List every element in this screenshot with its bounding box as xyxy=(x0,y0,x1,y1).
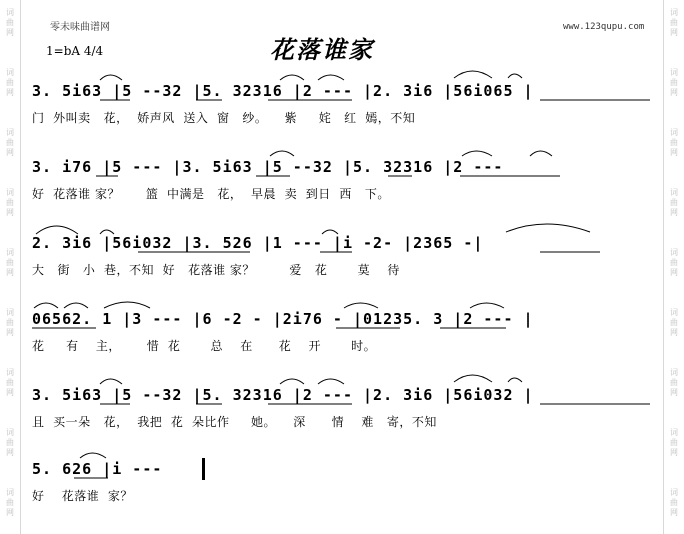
slur-mark xyxy=(34,303,58,308)
watermark-char: 网 xyxy=(670,208,678,217)
lyrics-row-3: 大 街 小 巷，不知 好 花落谁 家？ 爱 花 莫 待 xyxy=(32,263,400,277)
slur-mark xyxy=(280,379,304,384)
watermark-char: 词 xyxy=(6,488,14,497)
right-watermark-column xyxy=(663,0,684,534)
watermark-char: 词 xyxy=(6,8,14,17)
slur-mark xyxy=(462,151,492,156)
slur-mark xyxy=(36,226,78,234)
watermark-char: 网 xyxy=(6,148,14,157)
watermark-char: 网 xyxy=(670,268,678,277)
watermark-block xyxy=(667,248,681,278)
slur-mark xyxy=(64,303,88,308)
slur-mark xyxy=(104,302,150,308)
final-barline xyxy=(202,458,205,480)
watermark-char: 词 xyxy=(6,128,14,137)
watermark-char: 曲 xyxy=(670,438,678,447)
watermark-char: 曲 xyxy=(6,378,14,387)
watermark-char: 词 xyxy=(670,68,678,77)
watermark-char: 曲 xyxy=(6,198,14,207)
slur-mark xyxy=(530,151,552,156)
watermark-block xyxy=(667,428,681,458)
key-signature: 1=bA 4/4 xyxy=(46,44,104,58)
slur-mark xyxy=(100,379,122,384)
watermark-char: 词 xyxy=(670,248,678,257)
watermark-char: 词 xyxy=(6,188,14,197)
watermark-block xyxy=(667,8,681,38)
watermark-char: 网 xyxy=(670,88,678,97)
watermark-char: 曲 xyxy=(6,138,14,147)
notation-row-3: 2. 3i6 |56i032 |3. 526 |1 --- |i -2- |2365 -| xyxy=(32,234,484,252)
watermark-block xyxy=(3,428,17,458)
site-label: 零未味曲谱网 xyxy=(50,22,110,33)
watermark-block xyxy=(3,248,17,278)
watermark-char: 词 xyxy=(6,368,14,377)
slur-mark xyxy=(318,75,344,80)
slur-mark xyxy=(508,378,522,382)
watermark-block xyxy=(3,68,17,98)
watermark-block xyxy=(3,488,17,518)
watermark-char: 词 xyxy=(6,248,14,257)
watermark-char: 曲 xyxy=(670,138,678,147)
watermark-char: 曲 xyxy=(6,438,14,447)
watermark-char: 网 xyxy=(6,388,14,397)
watermark-char: 词 xyxy=(670,428,678,437)
lyrics-row-4: 花 有 主， 惜 花 总 在 花 开 时。 xyxy=(32,339,377,353)
watermark-char: 网 xyxy=(6,268,14,277)
lyrics-row-6: 好 花落谁 家？ xyxy=(32,489,133,503)
slur-mark xyxy=(100,75,122,80)
watermark-char: 曲 xyxy=(670,18,678,27)
lyrics-row-1: 门 外叫卖 花， 娇声风 送入 窗 纱。 紫 姹 红 嫣，不知 xyxy=(32,111,416,125)
watermark-char: 网 xyxy=(6,328,14,337)
site-url: www.123qupu.com xyxy=(563,22,645,32)
left-watermark-column xyxy=(0,0,21,534)
slur-mark xyxy=(506,224,590,232)
slur-mark xyxy=(80,453,106,458)
watermark-char: 网 xyxy=(670,148,678,157)
notation-row-6: 5. 626 |i --- xyxy=(32,460,173,478)
watermark-block xyxy=(3,308,17,338)
slur-mark xyxy=(280,75,304,80)
watermark-block xyxy=(667,308,681,338)
watermark-char: 词 xyxy=(670,368,678,377)
watermark-char: 网 xyxy=(670,388,678,397)
watermark-char: 曲 xyxy=(6,18,14,27)
slur-mark xyxy=(318,379,344,384)
slur-mark xyxy=(508,74,522,78)
watermark-block xyxy=(3,128,17,158)
lyrics-row-5: 且 买一朵 花， 我把 花 朵比作 她。 深 情 难 寄，不知 xyxy=(32,415,437,429)
watermark-char: 曲 xyxy=(670,318,678,327)
watermark-block xyxy=(667,488,681,518)
watermark-char: 词 xyxy=(670,488,678,497)
watermark-char: 词 xyxy=(6,68,14,77)
watermark-block xyxy=(3,8,17,38)
watermark-char: 词 xyxy=(6,308,14,317)
watermark-char: 网 xyxy=(6,88,14,97)
notation-row-5: 3. 5i63 |5 --32 |5. 32316 |2 --- |2. 3i6 |56i032 | xyxy=(32,386,534,404)
watermark-char: 曲 xyxy=(6,318,14,327)
notation-row-4: 06562. 1 |3 --- |6 -2 - |2i76 - |01235. 3 |2 --- | xyxy=(32,310,534,328)
watermark-char: 词 xyxy=(6,428,14,437)
watermark-block xyxy=(3,188,17,218)
watermark-char: 曲 xyxy=(6,78,14,87)
watermark-block xyxy=(667,128,681,158)
watermark-block xyxy=(667,68,681,98)
watermark-char: 曲 xyxy=(670,78,678,87)
slur-mark xyxy=(454,375,492,382)
watermark-char: 曲 xyxy=(670,498,678,507)
watermark-char: 曲 xyxy=(670,258,678,267)
watermark-char: 词 xyxy=(670,188,678,197)
watermark-block xyxy=(667,188,681,218)
watermark-char: 词 xyxy=(670,308,678,317)
notation-row-2: 3. i76 |5 --- |3. 5i63 |5 --32 |5. 32316 |2 --- xyxy=(32,158,514,176)
lyrics-row-2: 好 花落谁 家？ 篮 中满是 花， 早晨 卖 到日 西 下。 xyxy=(32,187,390,201)
slur-mark xyxy=(344,303,378,308)
watermark-char: 曲 xyxy=(670,198,678,207)
watermark-char: 网 xyxy=(670,328,678,337)
watermark-char: 词 xyxy=(670,128,678,137)
watermark-char: 网 xyxy=(6,448,14,457)
watermark-char: 网 xyxy=(6,208,14,217)
watermark-char: 曲 xyxy=(6,498,14,507)
watermark-block xyxy=(667,368,681,398)
slur-mark xyxy=(470,303,504,308)
watermark-char: 网 xyxy=(6,28,14,37)
watermark-char: 网 xyxy=(670,28,678,37)
notation-row-1: 3. 5i63 |5 --32 |5. 32316 |2 --- |2. 3i6 |56i065 | xyxy=(32,82,534,100)
watermark-char: 网 xyxy=(6,508,14,517)
watermark-block xyxy=(3,368,17,398)
slur-mark xyxy=(270,151,294,156)
watermark-char: 网 xyxy=(670,448,678,457)
watermark-char: 曲 xyxy=(670,378,678,387)
watermark-char: 词 xyxy=(670,8,678,17)
watermark-char: 网 xyxy=(670,508,678,517)
song-title: 花落谁家 xyxy=(270,35,374,64)
watermark-char: 曲 xyxy=(6,258,14,267)
slur-mark xyxy=(454,71,492,78)
